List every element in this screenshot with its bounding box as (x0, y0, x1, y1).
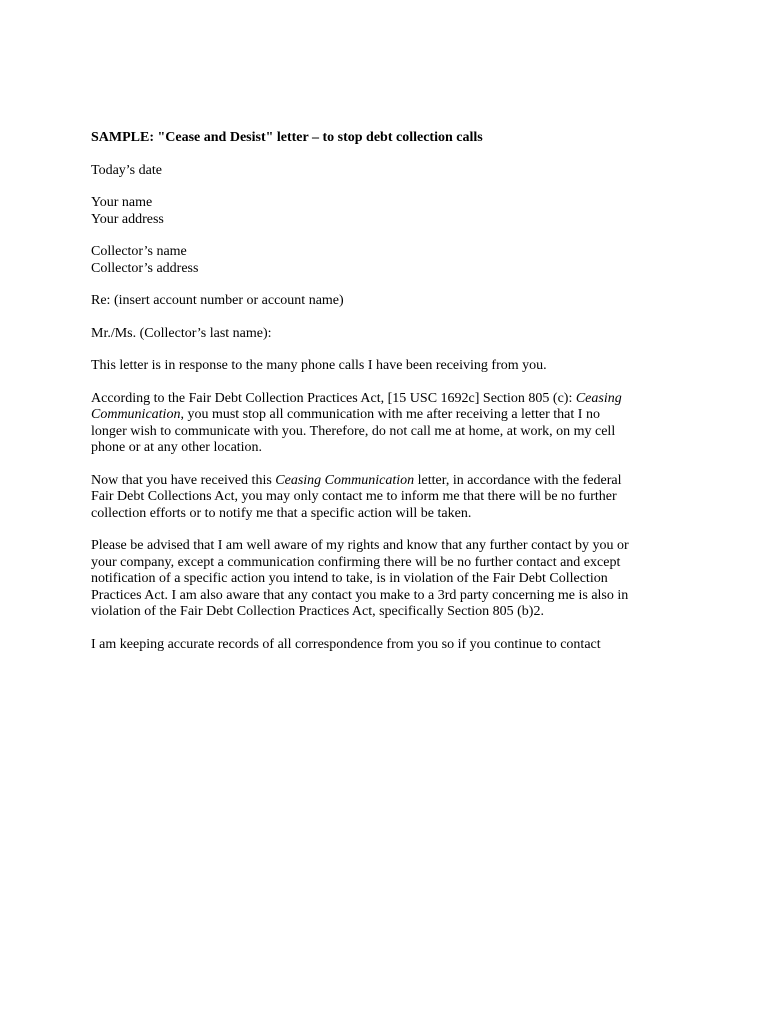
letter-title: SAMPLE: "Cease and Desist" letter – to stop debt collection calls (91, 130, 483, 145)
paragraph-2-line-2-text: , you must stop all communication with me after receiving a letter that I no (180, 407, 600, 422)
paragraph-2-line-3: longer wish to communicate with you. Therefore, do not call me at home, at work, on my cell (91, 423, 616, 439)
paragraph-3-line-1-text-b: letter, in accordance with the federal (414, 472, 622, 488)
sender-name: Your name (91, 195, 153, 210)
letter-body (91, 130, 681, 669)
recipient-block (91, 244, 681, 277)
recipient-address: Collector’s address (91, 260, 199, 276)
paragraph-2-line-1 (91, 391, 681, 408)
paragraph-1 (91, 358, 681, 375)
paragraph-4-line-1: Please be advised that I am well aware of my rights and know that any further contact by you or (91, 538, 629, 553)
paragraph-4-line-2: your company, except a communication confirming there will be no further contact and except (91, 554, 621, 570)
letter-date (91, 163, 681, 180)
sender-block (91, 195, 681, 228)
paragraph-3-line-1-italic: Ceasing Communication (275, 472, 415, 488)
re-line (91, 293, 681, 310)
date-line: Today’s date (91, 162, 162, 178)
paragraph-2-line-1-italic: Ceasing (575, 390, 622, 406)
paragraph-3 (91, 473, 681, 523)
paragraph-1-line-1: This letter is in response to the many phone calls I have been receiving from you. (91, 358, 547, 373)
paragraph-4-line-3: notification of a specific action you intend to take, is in violation of the Fair Debt Collection (91, 571, 608, 586)
sender-address: Your address (91, 211, 164, 227)
recipient-name: Collector’s name (91, 244, 187, 259)
re-text: Re: (insert account number or account name) (91, 293, 344, 308)
salutation-text: Mr./Ms. (Collector’s last name): (91, 325, 272, 341)
paragraph-2-line-4: phone or at any other location. (91, 440, 263, 455)
paragraph-3-line-1-text-a: Now that you have received this (91, 472, 276, 488)
paragraph-3-line-1 (91, 473, 681, 490)
paragraph-4-line-4: Practices Act. I am also aware that any contact you make to a 3rd party concerning me is also in (91, 587, 629, 603)
paragraph-3-line-3: collection efforts or to notify me that a specific action will be taken. (91, 505, 472, 521)
paragraph-5-line-1: I am keeping accurate records of all correspondence from you so if you continue to contact (91, 636, 601, 652)
paragraph-2-line-2 (91, 407, 681, 424)
paragraph-5 (91, 637, 681, 654)
paragraph-2 (91, 391, 681, 457)
paragraph-2-line-1-text: According to the Fair Debt Collection Practices Act, [15 USC 1692c] Section 805 (c): (91, 390, 576, 406)
paragraph-2-line-2-italic: Communication (91, 407, 181, 422)
paragraph-4 (91, 538, 681, 621)
paragraph-3-line-2: Fair Debt Collections Act, you may only contact me to inform me that there will be no further (91, 489, 617, 504)
paragraph-4-line-5: violation of the Fair Debt Collection Practices Act, specifically Section 805 (b)2. (91, 604, 544, 619)
salutation (91, 326, 681, 343)
